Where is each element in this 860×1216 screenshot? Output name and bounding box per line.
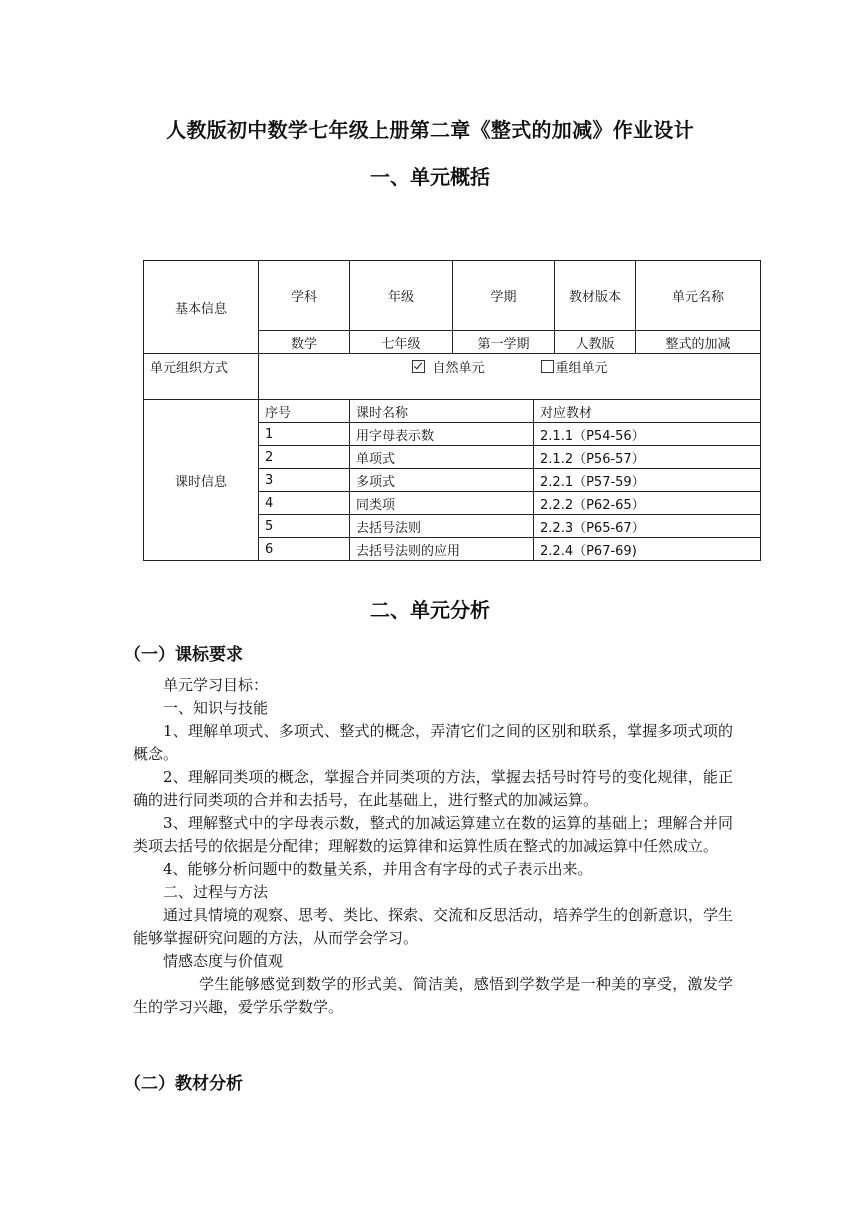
header-term: 学期 — [453, 261, 555, 331]
org-options — [259, 354, 761, 400]
header-grade: 年级 — [350, 261, 453, 331]
org-option-natural-label: 自然单元 — [432, 361, 485, 376]
lesson-no: 1 — [259, 423, 350, 446]
document-title: 人教版初中数学七年级上册第二章《整式的加减》作业设计 — [166, 118, 694, 142]
lesson-name: 多项式 — [350, 469, 534, 492]
paragraph: 学生能够感觉到数学的形式美、简洁美，感悟到学数学是一种美的享受，激发学生的学习兴趣，爱学乐学数学。 — [133, 975, 733, 1016]
lesson-ref: 2.2.3（P65-67） — [534, 515, 761, 538]
lesson-ref: 2.1.2（P56-57） — [534, 446, 761, 469]
org-option-regroup[interactable] — [541, 357, 608, 376]
lesson-no: 3 — [259, 469, 350, 492]
paragraph: 单元学习目标： — [163, 676, 269, 694]
header-unit-name: 单元名称 — [636, 261, 761, 331]
paragraph: 2、理解同类项的概念，掌握合并同类项的方法，掌握去括号时符号的变化规律，能正确的进行同类项的合并和去括号，在此基础上，进行整式的加减运算。 — [133, 768, 733, 809]
paragraph: 通过具情境的观察、思考、类比、探索、交流和反思活动，培养学生的创新意识，学生能够掌握研究问题的方法，从而学会学习。 — [133, 906, 734, 947]
org-option-regroup-label: 重组单元 — [555, 361, 608, 376]
checked-box-icon — [412, 360, 425, 373]
lesson-ref: 2.1.1（P54-56） — [534, 423, 761, 446]
paragraph: 情感态度与价值观 — [163, 952, 284, 970]
curriculum-body — [133, 674, 733, 1019]
lesson-no: 6 — [259, 538, 350, 561]
empty-box-icon — [541, 360, 554, 373]
basic-info-label: 基本信息 — [144, 261, 259, 354]
value-edition: 人教版 — [555, 331, 636, 354]
subheading-textbook: （二）教材分析 — [124, 1074, 243, 1094]
lesson-header-name: 课时名称 — [350, 400, 534, 423]
lesson-header-no: 序号 — [259, 400, 350, 423]
value-subject: 数学 — [259, 331, 350, 354]
lesson-info-label: 课时信息 — [144, 400, 259, 561]
paragraph: 4、能够分析问题中的数量关系，并用含有字母的式子表示出来。 — [163, 860, 593, 878]
header-subject: 学科 — [259, 261, 350, 331]
lesson-name: 去括号法则 — [350, 515, 534, 538]
paragraph: 1、理解单项式、多项式、整式的概念，弄清它们之间的区别和联系，掌握多项式项的概念。 — [133, 722, 733, 763]
paragraph: 3、理解整式中的字母表示数，整式的加减运算建立在数的运算的基础上；理解合并同类项去括号的依据是分配律；理解数的运算律和运算性质在整式的加减运算中任然成立。 — [133, 814, 733, 855]
lesson-name: 单项式 — [350, 446, 534, 469]
lesson-no: 4 — [259, 492, 350, 515]
section-heading-overview: 一、单元概括 — [370, 165, 490, 189]
lesson-ref: 2.2.2（P62-65） — [534, 492, 761, 515]
value-unit-name: 整式的加减 — [636, 331, 761, 354]
lesson-no: 2 — [259, 446, 350, 469]
paragraph: 一、知识与技能 — [163, 699, 269, 717]
lesson-name: 去括号法则的应用 — [350, 538, 534, 561]
lesson-ref: 2.2.1（P57-59） — [534, 469, 761, 492]
section-heading-analysis: 二、单元分析 — [370, 598, 490, 622]
paragraph: 二、过程与方法 — [163, 883, 269, 901]
lesson-name: 用字母表示数 — [350, 423, 534, 446]
org-label: 单元组织方式 — [144, 354, 259, 400]
value-term: 第一学期 — [453, 331, 555, 354]
lesson-no: 5 — [259, 515, 350, 538]
value-grade: 七年级 — [350, 331, 453, 354]
header-edition: 教材版本 — [555, 261, 636, 331]
lesson-header-ref: 对应教材 — [534, 400, 761, 423]
unit-info-table — [143, 260, 761, 561]
org-option-natural[interactable] — [412, 357, 485, 376]
lesson-ref: 2.2.4（P67-69) — [534, 538, 761, 561]
lesson-name: 同类项 — [350, 492, 534, 515]
subheading-curriculum: （一）课标要求 — [124, 645, 243, 665]
